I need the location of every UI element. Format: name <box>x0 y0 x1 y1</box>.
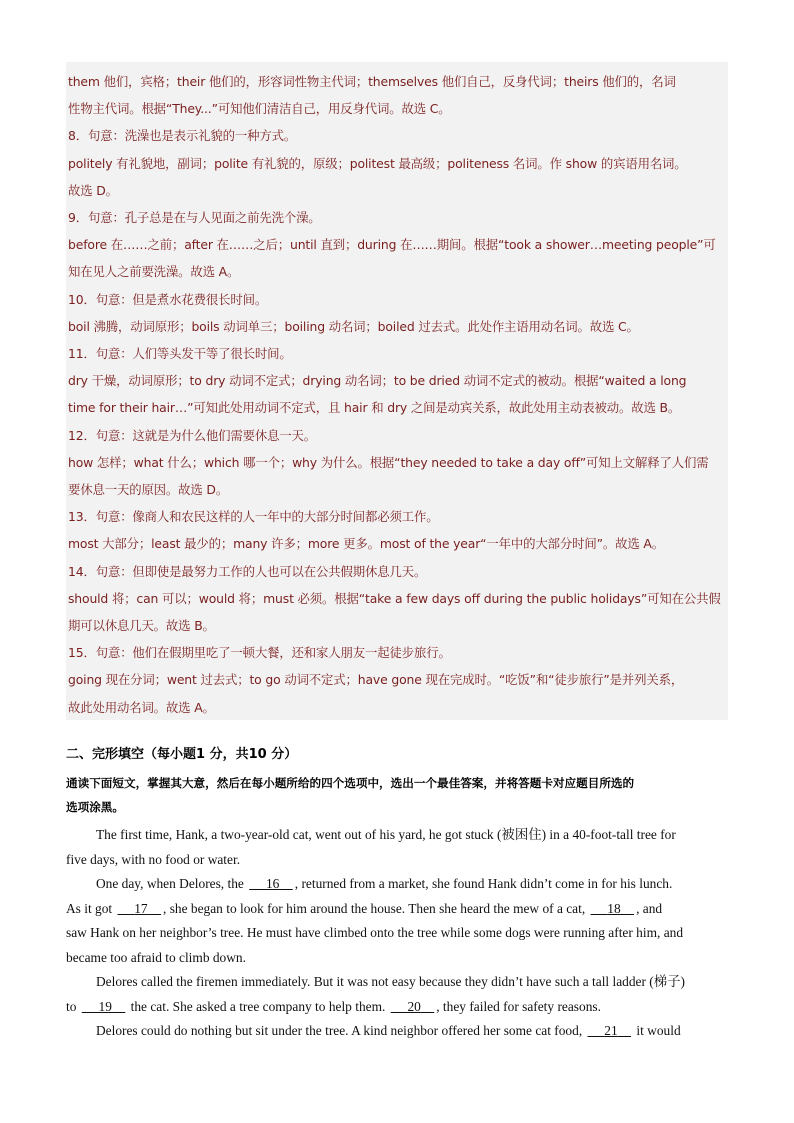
passage-text: Delores could do nothing but sit under the tree. A kind neighbor offered her some cat food, <box>96 1023 586 1038</box>
passage-line <box>66 1019 728 1044</box>
answer-explanation-box <box>66 62 728 720</box>
cloze-passage <box>66 823 728 1044</box>
answer-line: 14．句意：但即使是最努力工作的人也可以在公共假期休息几天。 <box>68 563 427 579</box>
blank-number: 16 <box>265 876 280 891</box>
passage-text: , returned from a market, she found Hank didn’t come in for his lunch. <box>294 876 673 891</box>
answer-line: 9．句意：孔子总是在与人见面之前先洗个澡。 <box>68 210 321 226</box>
answer-line: time for their hair…”可知此处用动词不定式，且 hair 和 dry 之间是动宾关系，故此处用主动表被动。故选 B。 <box>68 400 681 416</box>
answer-line: dry 干燥，动词原形；to dry 动词不定式；drying 动名词；to be dried 动词不定式的被动。根据“waited a long <box>68 373 687 389</box>
answer-line: 知在见人之前要洗澡。故选 A。 <box>68 264 240 280</box>
passage-line <box>66 897 728 922</box>
passage-line: five days, with no food or water. <box>66 851 241 867</box>
answer-line: boil 沸腾，动词原形；boils 动词单三；boiling 动名词；boiled 过去式。此处作主语用动名词。故选 C。 <box>68 318 639 334</box>
passage-text: , they failed for safety reasons. <box>436 998 601 1014</box>
passage-text: to <box>66 998 80 1014</box>
passage-text: , she began to look for him around the house. Then she heard the mew of a cat, <box>163 900 589 916</box>
answer-line: 故选 D。 <box>68 182 118 198</box>
blank-21[interactable] <box>586 1023 634 1038</box>
blank-number: 20 <box>407 998 421 1014</box>
passage-line: saw Hank on her neighbor’s tree. He must have climbed onto the tree while some dogs were running after him, and <box>66 925 684 940</box>
answer-line: 8．句意：洗澡也是表示礼貌的一种方式。 <box>68 128 297 144</box>
instruction-line: 选项涂黑。 <box>66 800 124 814</box>
answer-line: them 他们，宾格；their 他们的，形容词性物主代词；themselves 他们自己，反身代词；theirs 他们的，名词 <box>68 74 676 89</box>
answer-line: 10．句意：但是煮水花费很长时间。 <box>68 291 268 307</box>
answer-line: 故此处用动名词。故选 A。 <box>68 699 215 715</box>
instruction-line: 通读下面短文，掌握其大意，然后在每小题所给的四个选项中，选出一个最佳答案，并将答题卡对应题目所选的 <box>66 776 635 790</box>
blank-20[interactable] <box>389 999 437 1014</box>
passage-line <box>66 872 728 897</box>
blank-number: 21 <box>604 1023 618 1038</box>
answer-line: how 怎样；what 什么；which 哪一个；why 为什么。根据“they needed to take a day off”可知上文解释了人们需 <box>68 454 709 470</box>
passage-line <box>66 995 728 1020</box>
blank-16[interactable] <box>247 876 295 891</box>
passage-text: One day, when Delores, the <box>96 876 248 891</box>
passage-text: the cat. She asked a tree company to help them. <box>127 998 389 1014</box>
answer-line: most 大部分；least 最少的；many 许多；more 更多。most of the year“一年中的大部分时间”。故选 A。 <box>68 536 664 552</box>
answer-line: 性物主代词。根据“They...”可知他们清洁自己，用反身代词。故选 C。 <box>68 101 451 117</box>
answer-line: going 现在分词；went 过去式；to go 动词不定式；have gone 现在完成时。“吃饭”和“徒步旅行”是并列关系， <box>68 672 684 688</box>
passage-line: Delores called the firemen immediately. But it was not easy because they didn’t have such a tall ladder (梯子) <box>96 974 685 989</box>
answer-line: politely 有礼貌地，副词；polite 有礼貌的，原级；politest 最高级；politeness 名词。作 show 的宾语用名词。 <box>68 155 687 171</box>
section-title: 二、完形填空（每小题1 分，共10 分） <box>66 747 298 762</box>
passage-line: The first time, Hank, a two-year-old cat, went out of his yard, he got stuck (被困住) in a 40-foot-tall tree for <box>96 827 676 842</box>
instructions <box>66 771 728 819</box>
passage-text: , and <box>636 900 663 916</box>
blank-19[interactable] <box>80 999 128 1014</box>
answer-line: 12．句意：这就是为什么他们需要休息一天。 <box>68 427 317 443</box>
passage-text: it would <box>633 1023 681 1038</box>
blank-number: 19 <box>98 998 112 1014</box>
blank-17[interactable] <box>115 901 163 916</box>
blank-number: 17 <box>134 900 148 916</box>
blank-number: 18 <box>607 900 621 916</box>
blank-18[interactable] <box>589 901 637 916</box>
passage-text: As it got <box>66 900 116 916</box>
answer-line: 11．句意：人们等头发干等了很长时间。 <box>68 346 292 362</box>
answer-line: 15．句意：他们在假期里吃了一顿大餐，还和家人朋友一起徒步旅行。 <box>68 645 451 661</box>
answer-line: 期可以休息几天。故选 B。 <box>68 618 215 634</box>
answer-line: 13．句意：像商人和农民这样的人一年中的大部分时间都必须工作。 <box>68 509 439 525</box>
answer-line: should 将；can 可以；would 将；must 必须。根据“take a few days off during the public holidays”可知在公共假 <box>68 590 721 606</box>
passage-line: became too afraid to climb down. <box>66 949 246 965</box>
answer-line: 要休息一天的原因。故选 D。 <box>68 482 229 498</box>
answer-line: before 在……之前；after 在……之后；until 直到；during 在……期间。根据“took a shower…meeting people”可 <box>68 237 716 253</box>
